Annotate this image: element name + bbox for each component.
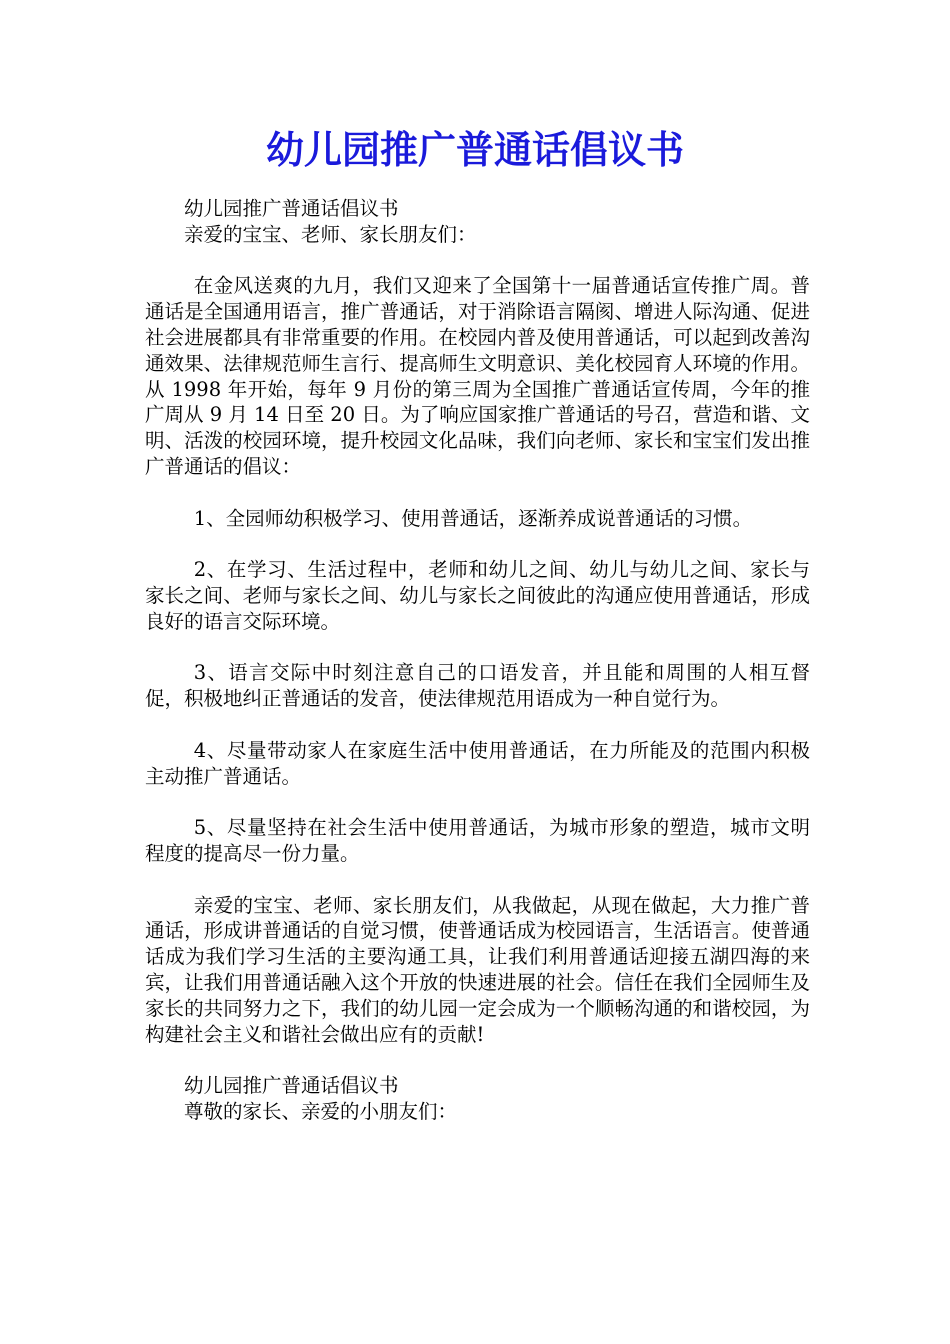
proposal-item-5: 5、尽量坚持在社会生活中使用普通话，为城市形象的塑造，城市文明程度的提高尽一份力量。 [145, 816, 810, 865]
document-title: 幼儿园推广普通话倡议书 [265, 128, 684, 172]
paragraph-gap [145, 1047, 810, 1073]
closing-paragraph: 亲爱的宝宝、老师、家长朋友们，从我做起，从现在做起，大力推广普通话，形成讲普通话的自觉习惯，使普通话成为校园语言，生活语言。使普通话成为我们学习生活的主要沟通工具，让我们利用普通话迎接五湖四海的来宾，让我们用普通话融入这个开放的快速进展的社会。信任在我们全园师生及家长的共同努力之下，我们的幼儿园一定会成为一个顺畅沟通的和谐校园，为构建社会主义和谐社会做出应有的贡献! [145, 893, 810, 1046]
opening-salutation: 亲爱的宝宝、老师、家长朋友们： [184, 222, 477, 246]
second-letter-salutation: 尊敬的家长、亲爱的小朋友们： [184, 1099, 458, 1123]
paragraph-gap [145, 635, 810, 661]
proposal-item-2: 2、在学习、生活过程中，老师和幼儿之间、幼儿与幼儿之间、家长与家长之间、老师与家长之间、幼儿与家长之间彼此的沟通应使用普通话，形成良好的语言交际环境。 [145, 558, 810, 633]
paragraph-gap [145, 712, 810, 738]
proposal-item-3: 3、语言交际中时刻注意自己的口语发音，并且能和周围的人相互督促，积极地纠正普通话的发音，使法律规范用语成为一种自觉行为。 [145, 661, 810, 711]
intro-paragraph: 在金风送爽的九月，我们又迎来了全国第十一届普通话宣传推广周。普通话是全国通用语言，推广普通话，对于消除语言隔阂、增进人际沟通、促进社会进展都具有非常重要的作用。在校园内普及使用普通话，可以起到改善沟通效果、法律规范师生言行、提高师生文明意识、美化校园育人环境的作用。从 1998 年开始，每年 9 月份的第三周为全国推广普通话宣传周，今年的推广周从 9 月 14 日至 20 日。为了响应国家推广普通话的号召，营造和谐、文明、活泼的校园环境，提升校园文化品味，我们向老师、家长和宝宝们发出推广普通话的倡议： [145, 274, 810, 478]
paragraph-gap [145, 789, 810, 815]
proposal-item-1: 1、全园师幼积极学习、使用普通话，逐渐养成说普通话的习惯。 [193, 506, 753, 530]
paragraph-gap [145, 248, 810, 274]
paragraph-gap [145, 531, 810, 557]
document-body [145, 196, 810, 1125]
opening-heading: 幼儿园推广普通话倡议书 [184, 197, 399, 220]
proposal-item-4: 4、尽量带动家人在家庭生活中使用普通话，在力所能及的范围内积极主动推广普通话。 [145, 738, 810, 788]
second-letter-heading: 幼儿园推广普通话倡议书 [184, 1074, 399, 1098]
paragraph-gap [145, 867, 810, 893]
paragraph-gap [145, 480, 810, 506]
